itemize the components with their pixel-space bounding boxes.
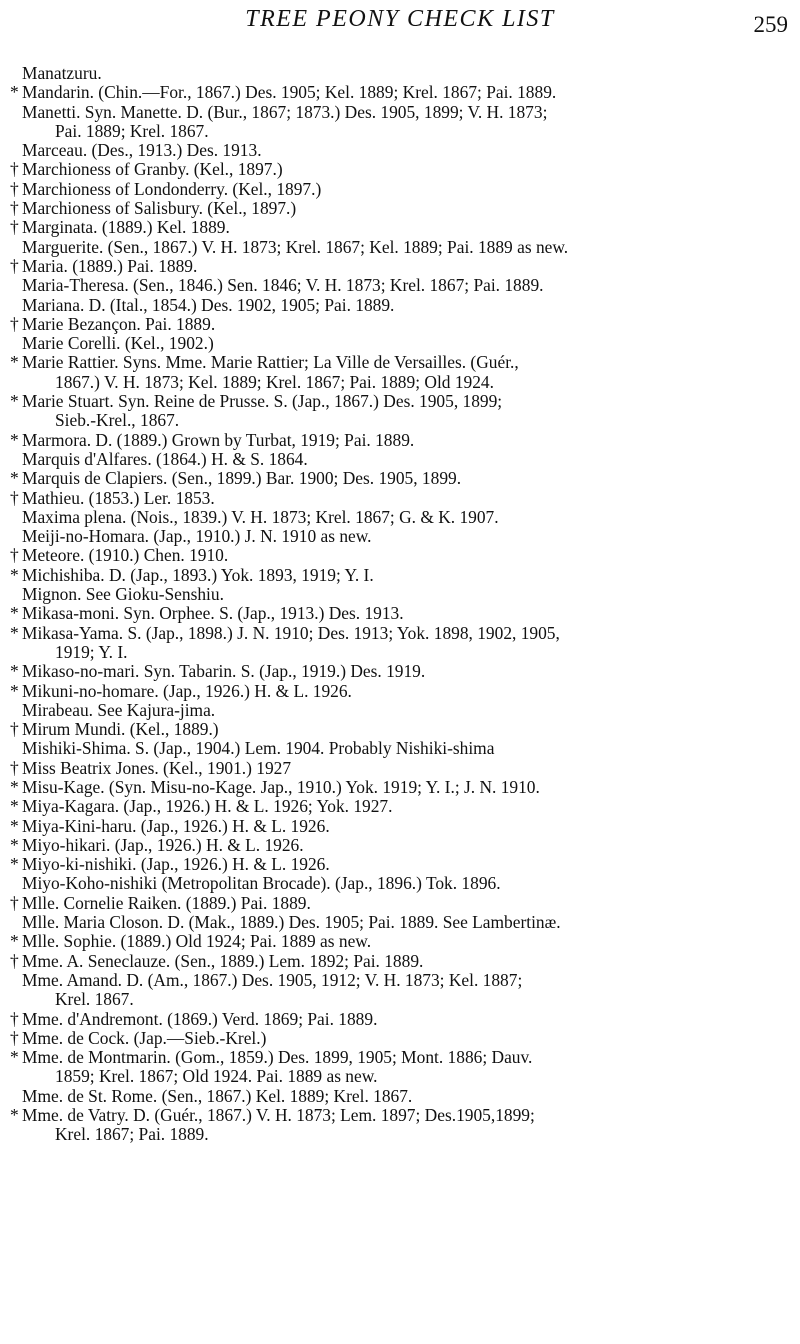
entry-text: Michishiba. D. (Jap., 1893.) Yok. 1893, 1919; Y. I. [22, 564, 374, 585]
entry-line [0, 180, 800, 199]
entry-text: Misu-Kage. (Syn. Misu-no-Kage. Jap., 1910.) Yok. 1919; Y. I.; J. N. 1910. [22, 776, 540, 797]
entry-mark: * [10, 391, 19, 412]
entry-line [0, 160, 800, 179]
entry-mark: * [10, 352, 19, 373]
entry-line [0, 257, 800, 276]
entry-line [0, 932, 800, 951]
entry-text: Mikasa-Yama. S. (Jap., 1898.) J. N. 1910; Des. 1913; Yok. 1898, 1902, 1905, [22, 622, 560, 643]
entry-mark: † [10, 950, 19, 971]
entry-text: Marie Bezançon. Pai. 1889. [22, 313, 216, 334]
entry-text: Sieb.-Krel., 1867. [55, 410, 180, 431]
entry-text: Marginata. (1889.) Kel. 1889. [22, 217, 230, 238]
entry-text: Mathieu. (1853.) Ler. 1853. [22, 487, 215, 508]
entry-line [0, 720, 800, 739]
entry-text: 1867.) V. H. 1873; Kel. 1889; Krel. 1867; Pai. 1889; Old 1924. [55, 371, 494, 392]
entry-text: Mishiki-Shima. S. (Jap., 1904.) Lem. 1904. Probably Nishiki-shima [22, 738, 495, 759]
entry-mark: † [10, 757, 19, 778]
entry-text: Mlle. Maria Closon. D. (Mak., 1889.) Des. 1905; Pai. 1889. See Lambertinæ. [22, 912, 561, 933]
entry-mark: * [10, 680, 19, 701]
entry-mark: * [10, 429, 19, 450]
entry-text: Miyo-ki-nishiki. (Jap., 1926.) H. & L. 1926. [22, 854, 330, 875]
entry-mark: † [10, 159, 19, 180]
entry-text: Mikuni-no-homare. (Jap., 1926.) H. & L. 1926. [22, 680, 352, 701]
entry-text: Marchioness of Granby. (Kel., 1897.) [22, 159, 283, 180]
entry-text: Miss Beatrix Jones. (Kel., 1901.) 1927 [22, 757, 292, 778]
entry-text: Mlle. Sophie. (1889.) Old 1924; Pai. 1889 as new. [22, 931, 372, 952]
entry-text: Mme. de Cock. (Jap.—Sieb.-Krel.) [22, 1027, 267, 1048]
entry-text: Marquis de Clapiers. (Sen., 1899.) Bar. 1900; Des. 1905, 1899. [22, 468, 462, 489]
entry-text: Miyo-Koho-nishiki (Metropolitan Brocade). (Jap., 1896.) Tok. 1896. [22, 873, 501, 894]
entry-text: Miya-Kagara. (Jap., 1926.) H. & L. 1926; Yok. 1927. [22, 796, 393, 817]
entry-mark: * [10, 815, 19, 836]
entry-continuation-line [0, 411, 800, 430]
entry-line [0, 199, 800, 218]
check-list-entries [0, 64, 800, 1145]
entry-text: Maria. (1889.) Pai. 1889. [22, 255, 198, 276]
entry-line [0, 894, 800, 913]
entry-mark: † [10, 892, 19, 913]
entry-mark: * [10, 1105, 19, 1126]
entry-line [0, 739, 800, 758]
entry-text: Krel. 1867. [55, 989, 134, 1010]
page-number: 259 [753, 12, 788, 37]
entry-continuation-line [0, 373, 800, 392]
entry-line [0, 1048, 800, 1067]
entry-mark: † [10, 198, 19, 219]
entry-line [0, 64, 800, 83]
entry-text: Maxima plena. (Nois., 1839.) V. H. 1873; Krel. 1867; G. & K. 1907. [22, 506, 499, 527]
entry-text: Marchioness of Londonderry. (Kel., 1897.) [22, 178, 322, 199]
entry-text: Marie Corelli. (Kel., 1902.) [22, 333, 214, 354]
entry-text: Meteore. (1910.) Chen. 1910. [22, 545, 229, 566]
entry-line [0, 218, 800, 237]
entry-line [0, 682, 800, 701]
entry-line [0, 392, 800, 411]
entry-mark: * [10, 661, 19, 682]
entry-line [0, 296, 800, 315]
entry-mark: † [10, 1027, 19, 1048]
entry-line [0, 1029, 800, 1048]
entry-line [0, 624, 800, 643]
entry-text: Mikasa-moni. Syn. Orphee. S. (Jap., 1913.) Des. 1913. [22, 603, 404, 624]
entry-text: Miya-Kini-haru. (Jap., 1926.) H. & L. 1926. [22, 815, 330, 836]
entry-text: Marguerite. (Sen., 1867.) V. H. 1873; Krel. 1867; Kel. 1889; Pai. 1889 as new. [22, 236, 569, 257]
entry-line [0, 952, 800, 971]
entry-line [0, 353, 800, 372]
entry-text: Mme. d'Andremont. (1869.) Verd. 1869; Pai. 1889. [22, 1008, 378, 1029]
entry-line [0, 778, 800, 797]
entry-text: Marie Rattier. Syns. Mme. Marie Rattier; La Ville de Versailles. (Guér., [22, 352, 519, 373]
entry-text: Marceau. (Des., 1913.) Des. 1913. [22, 140, 262, 161]
entry-continuation-line [0, 122, 800, 141]
entry-line [0, 971, 800, 990]
entry-text: 1919; Y. I. [55, 641, 128, 662]
entry-text: Mirum Mundi. (Kel., 1889.) [22, 719, 219, 740]
entry-line [0, 450, 800, 469]
entry-line [0, 83, 800, 102]
entry-line [0, 546, 800, 565]
entry-text: Mignon. See Gioku-Senshiu. [22, 584, 224, 605]
entry-line [0, 1106, 800, 1125]
entry-line [0, 469, 800, 488]
entry-text: Mlle. Cornelie Raiken. (1889.) Pai. 1889. [22, 892, 311, 913]
entry-continuation-line [0, 1067, 800, 1086]
entry-mark: * [10, 796, 19, 817]
entry-mark: * [10, 1047, 19, 1068]
entry-line [0, 315, 800, 334]
entry-continuation-line [0, 990, 800, 1009]
entry-mark: † [10, 545, 19, 566]
entry-text: Mme. Amand. D. (Am., 1867.) Des. 1905, 1912; V. H. 1873; Kel. 1887; [22, 969, 523, 990]
entry-text: Maria-Theresa. (Sen., 1846.) Sen. 1846; V. H. 1873; Krel. 1867; Pai. 1889. [22, 275, 544, 296]
entry-mark: * [10, 834, 19, 855]
entry-text: Marquis d'Alfares. (1864.) H. & S. 1864. [22, 448, 308, 469]
entry-text: Pai. 1889; Krel. 1867. [55, 120, 209, 141]
entry-line [0, 701, 800, 720]
entry-line [0, 874, 800, 893]
entry-text: Mme. de Montmarin. (Gom., 1859.) Des. 1899, 1905; Mont. 1886; Dauv. [22, 1047, 533, 1068]
entry-line [0, 836, 800, 855]
entry-line [0, 238, 800, 257]
entry-text: Marchioness of Salisbury. (Kel., 1897.) [22, 198, 297, 219]
entry-line [0, 141, 800, 160]
entry-line [0, 276, 800, 295]
entry-text: Marie Stuart. Syn. Reine de Prusse. S. (Jap., 1867.) Des. 1905, 1899; [22, 391, 503, 412]
entry-line [0, 431, 800, 450]
entry-line [0, 913, 800, 932]
entry-line [0, 527, 800, 546]
entry-text: Manatzuru. [22, 63, 102, 83]
entry-mark: * [10, 564, 19, 585]
entry-line [0, 797, 800, 816]
entry-line [0, 566, 800, 585]
entry-mark: * [10, 931, 19, 952]
page-header [0, 4, 800, 38]
entry-text: Manetti. Syn. Manette. D. (Bur., 1867; 1873.) Des. 1905, 1899; V. H. 1873; [22, 101, 548, 122]
entry-mark: * [10, 622, 19, 643]
entry-line [0, 817, 800, 836]
running-title: TREE PEONY CHECK LIST [245, 6, 555, 32]
entry-text: Miyo-hikari. (Jap., 1926.) H. & L. 1926. [22, 834, 304, 855]
entry-text: Mikaso-no-mari. Syn. Tabarin. S. (Jap., 1919.) Des. 1919. [22, 661, 426, 682]
entry-text: Krel. 1867; Pai. 1889. [55, 1124, 209, 1145]
entry-text: Marmora. D. (1889.) Grown by Turbat, 1919; Pai. 1889. [22, 429, 415, 450]
entry-text: Mandarin. (Chin.—For., 1867.) Des. 1905; Kel. 1889; Krel. 1867; Pai. 1889. [22, 82, 557, 103]
entry-mark: * [10, 468, 19, 489]
entry-text: Mariana. D. (Ital., 1854.) Des. 1902, 1905; Pai. 1889. [22, 294, 395, 315]
entry-line [0, 103, 800, 122]
entry-mark: † [10, 1008, 19, 1029]
entry-line [0, 662, 800, 681]
entry-mark: * [10, 603, 19, 624]
entry-mark: † [10, 178, 19, 199]
entry-line [0, 585, 800, 604]
entry-mark: * [10, 82, 19, 103]
entry-mark: † [10, 719, 19, 740]
entry-text: Mirabeau. See Kajura-jima. [22, 699, 216, 720]
entry-line [0, 334, 800, 353]
entry-mark: † [10, 255, 19, 276]
entry-text: Meiji-no-Homara. (Jap., 1910.) J. N. 1910 as new. [22, 526, 372, 547]
entry-mark: † [10, 313, 19, 334]
entry-line [0, 604, 800, 623]
entry-text: Mme. A. Seneclauze. (Sen., 1889.) Lem. 1892; Pai. 1889. [22, 950, 424, 971]
entry-line [0, 489, 800, 508]
entry-text: Mme. de Vatry. D. (Guér., 1867.) V. H. 1873; Lem. 1897; Des.1905,1899; [22, 1105, 535, 1126]
entry-text: Mme. de St. Rome. (Sen., 1867.) Kel. 1889; Krel. 1867. [22, 1085, 413, 1106]
entry-mark: † [10, 487, 19, 508]
entry-line [0, 855, 800, 874]
entry-line [0, 759, 800, 778]
entry-mark: * [10, 854, 19, 875]
entry-text: 1859; Krel. 1867; Old 1924. Pai. 1889 as new. [55, 1066, 378, 1087]
entry-line [0, 508, 800, 527]
entry-mark: * [10, 776, 19, 797]
entry-line [0, 1087, 800, 1106]
entry-line [0, 1010, 800, 1029]
entry-continuation-line [0, 643, 800, 662]
entry-mark: † [10, 217, 19, 238]
entry-continuation-line [0, 1125, 800, 1144]
